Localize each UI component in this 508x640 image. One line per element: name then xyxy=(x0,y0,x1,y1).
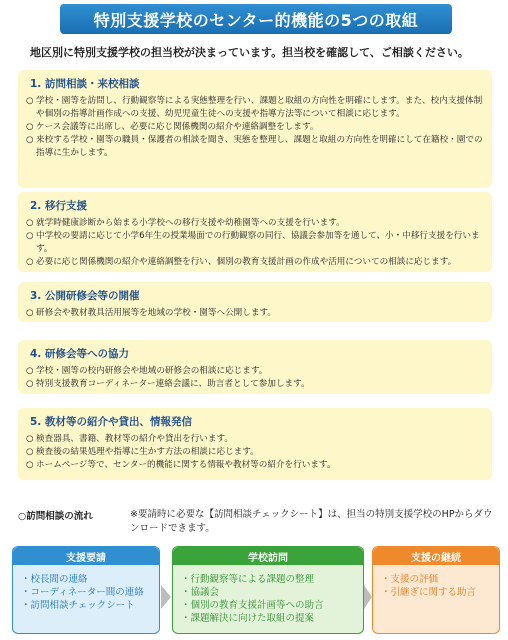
list-item: ○ 就学時健康診断から始まる小学校への移行支援や幼稚園等への支援を行います。 xyxy=(26,218,345,228)
flow-heading: ○訪問相談の流れ xyxy=(18,511,93,522)
list-item: ・訪問相談チェックシート xyxy=(21,600,135,611)
list-item: ・個別の教育支援計画等への助言 xyxy=(181,600,324,611)
list-item: ○ 来校する学校・園等の職員・保護者の相談を聞き、実態を整理し、課題と取組の方向性を明確にして在籍校・園での指導に生かします。 xyxy=(26,135,483,158)
flow-box-title: 学校訪問 xyxy=(173,547,363,565)
section-heading: 4. 研修会等への協力 xyxy=(30,348,129,360)
section-heading: 5. 教材等の紹介や貸出、情報発信 xyxy=(30,416,192,428)
list-item: ○ 検査後の結果処理や指導に生かす方法の相談に応じます。 xyxy=(26,447,259,457)
list-item: ○ ホームページ等で、センター的機能に関する情報や教材等の紹介を行います。 xyxy=(26,460,336,470)
flow-box-title: 支援の継続 xyxy=(373,547,499,565)
page-title: 特別支援学校のセンター的機能の5つの取組 xyxy=(60,4,452,34)
section-materials-lending xyxy=(18,408,492,480)
section-public-workshops xyxy=(18,282,492,322)
list-item: ・行動観察等による課題の整理 xyxy=(181,574,315,585)
flow-box-support-request xyxy=(12,546,160,634)
intro-text: 地区別に特別支援学校の担当校が決まっています。担当校を確認して、ご相談ください。 xyxy=(30,46,469,59)
list-item: ○ 研修会や教材教具活用展等を地域の学校・園等へ公開します。 xyxy=(26,308,276,318)
flow-arrow-icon xyxy=(364,585,372,609)
section-heading: 2. 移行支援 xyxy=(30,200,87,212)
list-item: ○ 必要に応じ関係機関の紹介や連絡調整を行い、個別の教育支援計画の作成や活用についての相談に応じます。 xyxy=(26,257,457,267)
list-item: ○ 検査器具、書籍、教材等の紹介や貸出を行います。 xyxy=(26,434,233,444)
list-item: ○ ケース会議等に出席し、必要に応じ関係機関の紹介や連絡調整をします。 xyxy=(26,122,319,132)
list-item: ○ 特別支援教育コーディネーター連絡会議に、助言者として参加します。 xyxy=(26,379,310,389)
list-item: ・支援の評価 xyxy=(381,574,439,585)
flow-arrow-icon xyxy=(161,585,171,609)
section-heading: 1. 訪問相談・来校相談 xyxy=(30,78,140,90)
list-item: ・課題解決に向けた取組の提案 xyxy=(181,613,315,624)
flow-box-school-visit xyxy=(172,546,364,634)
section-visit-consultation xyxy=(18,70,492,188)
list-item: ○ 学校・園等を訪問し、行動観察等による実態整理を行い、課題と取組の方向性を明確にします。また、校内支援体制や個別の指導計画作成への支援、幼児児童生徒への支援や指導方法等について相談に応じます。 xyxy=(26,96,483,119)
flow-note: ※要請時に必要な【訪問相談チェックシート】は、担当の特別支援学校のHPからダウンロードできます。 xyxy=(130,509,493,534)
list-item: ・協議会 xyxy=(181,587,220,598)
list-item: ○ 中学校の要請に応じて小学6年生の授業場面での行動観察の同行、協議会参加等を通して、小・中移行支援を行います。 xyxy=(26,231,480,254)
list-item: ・引継ぎに関する助言 xyxy=(381,587,477,598)
section-transition-support xyxy=(18,192,492,272)
list-item: ○ 学校・園等の校内研修会や地域の研修会の相談に応じます。 xyxy=(26,366,268,376)
section-heading: 3. 公開研修会等の開催 xyxy=(30,290,140,302)
section-workshop-cooperation xyxy=(18,340,492,394)
list-item: ・コーディネーター間の連絡 xyxy=(21,587,144,598)
list-item: ・校長間の連絡 xyxy=(21,574,88,585)
flow-box-title: 支援要請 xyxy=(13,547,159,565)
flow-box-continued-support xyxy=(372,546,500,634)
